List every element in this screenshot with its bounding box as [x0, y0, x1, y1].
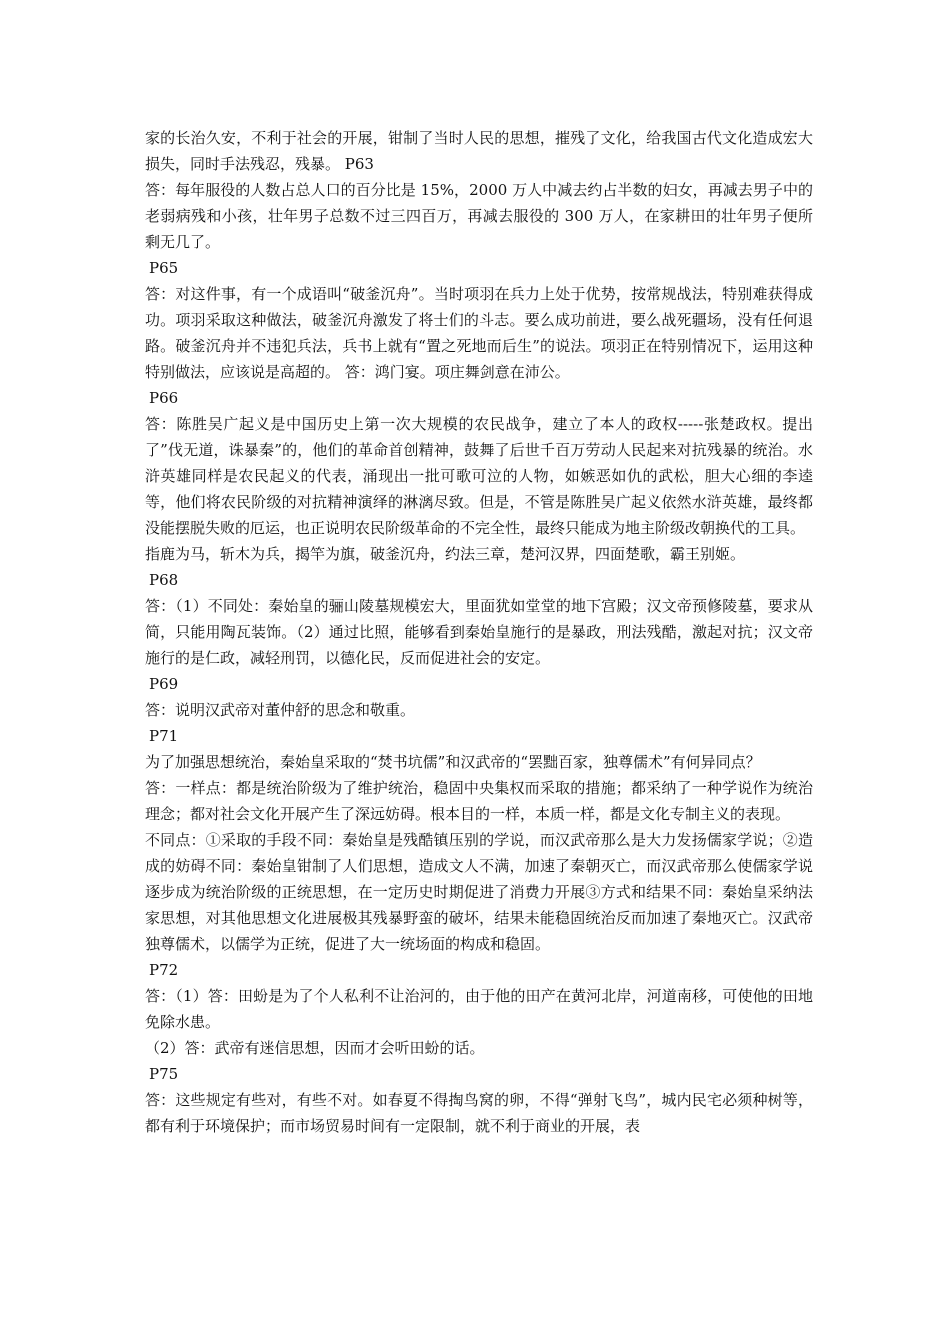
page-label-p75: P75 — [149, 1065, 179, 1083]
page-label-p66: P66 — [149, 389, 179, 407]
answer-p68: 答：（1）不同处：秦始皇的骊山陵墓规模宏大，里面犹如堂堂的地下宫殿；汉文帝预修陵墓，要求从简，只能用陶瓦装饰。（2）通过比照，能够看到秦始皇施行的是暴政，刑法残酷，激起对抗；汉文帝施行的是仁政，减轻刑罚，以德化民，反而促进社会的安定。 — [145, 597, 813, 667]
page-label-p65: P65 — [149, 259, 179, 277]
answer-p71-different: 不同点：①采取的手段不同：秦始皇是残酷镇压别的学说，而汉武帝那么是大力发扬儒家学说；②造成的妨碍不同：秦始皇钳制了人们思想，造成文人不满，加速了秦朝灭亡，而汉武帝那么使儒家学说逐步成为统治阶级的正统思想，在一定历史时期促进了消费力开展③方式和结果不同：秦始皇采纳法家思想，对其他思想文化进展极其残暴野蛮的破坏，结果未能稳固统治反而加速了秦地灭亡。汉武帝独尊儒术，以儒学为正统，促进了大一统场面的构成和稳固。 — [145, 831, 813, 953]
idiom-list: 指鹿为马，斩木为兵，揭竿为旗，破釜沉舟，约法三章，楚河汉界，四面楚歌，霸王别姬。 — [145, 545, 746, 563]
answer-p72-1: 答：（1）答：田蚡是为了个人私利不让治河的，由于他的田产在黄河北岸，河道南移，可使他的田地免除水患。 — [145, 987, 813, 1031]
answer-p72-2: （2）答：武帝有迷信思想，因而才会听田蚡的话。 — [145, 1039, 485, 1057]
page-label-p68: P68 — [149, 571, 179, 589]
page-label-p71: P71 — [149, 727, 179, 745]
answer-p66: 答：陈胜吴广起义是中国历史上第一次大规模的农民战争，建立了本人的政权-----张楚政权。提出了”伐无道，诛暴秦”的，他们的革命首创精神，鼓舞了后世千百万劳动人民起来对抗残暴的统治。水浒英雄同样是农民起义的代表，涌现出一批可歌可泣的人物，如嫉恶如仇的武松，胆大心细的李逵等，他们将农民阶级的对抗精神演绎的淋漓尽致。但是，不管是陈胜吴广起义依然水浒英雄，最终都没能摆脱失败的厄运，也正说明农民阶级革命的不完全性，最终只能成为地主阶级改朝换代的工具。 — [145, 415, 813, 537]
document-body — [145, 125, 813, 1139]
page-label-p69: P69 — [149, 675, 179, 693]
answer-p75: 答：这些规定有些对，有些不对。如春夏不得掏鸟窝的卵，不得“弹射飞鸟”，城内民宅必须种树等，都有利于环境保护；而市场贸易时间有一定限制，就不利于商业的开展，表 — [145, 1091, 813, 1135]
page-label-p72: P72 — [149, 961, 179, 979]
answer-p63: 答：每年服役的人数占总人口的百分比是 15%，2000 万人中减去约占半数的妇女，再减去男子中的老弱病残和小孩，壮年男子总数不过三四百万，再减去服役的 300 万人，在家耕田的壮年男子便所剩无几了。 — [145, 181, 813, 251]
answer-p65: 答：对这件事，有一个成语叫“破釜沉舟”。当时项羽在兵力上处于优势，按常规战法，特别难获得成功。项羽采取这种做法，破釜沉舟激发了将士们的斗志。要么成功前进，要么战死疆场，没有任何退路。破釜沉舟并不违犯兵法，兵书上就有“置之死地而后生”的说法。项羽正在特别情况下，运用这种特别做法，应该说是高超的。 答：鸿门宴。项庄舞剑意在沛公。 — [145, 285, 813, 381]
answer-p71-same: 答：一样点：都是统治阶级为了维护统治，稳固中央集权而采取的措施；都采纳了一种学说作为统治理念；都对社会文化开展产生了深远妨碍。根本目的一样，本质一样，都是文化专制主义的表现。 — [145, 779, 813, 823]
paragraph-intro: 家的长治久安，不利于社会的开展，钳制了当时人民的思想，摧残了文化，给我国古代文化造成宏大损失，同时手法残忍，残暴。 P63 — [145, 129, 813, 173]
answer-p69: 答：说明汉武帝对董仲舒的思念和敬重。 — [145, 701, 416, 719]
question-p71: 为了加强思想统治，秦始皇采取的“焚书坑儒”和汉武帝的“罢黜百家，独尊儒术”有何异同点？ — [145, 753, 761, 771]
